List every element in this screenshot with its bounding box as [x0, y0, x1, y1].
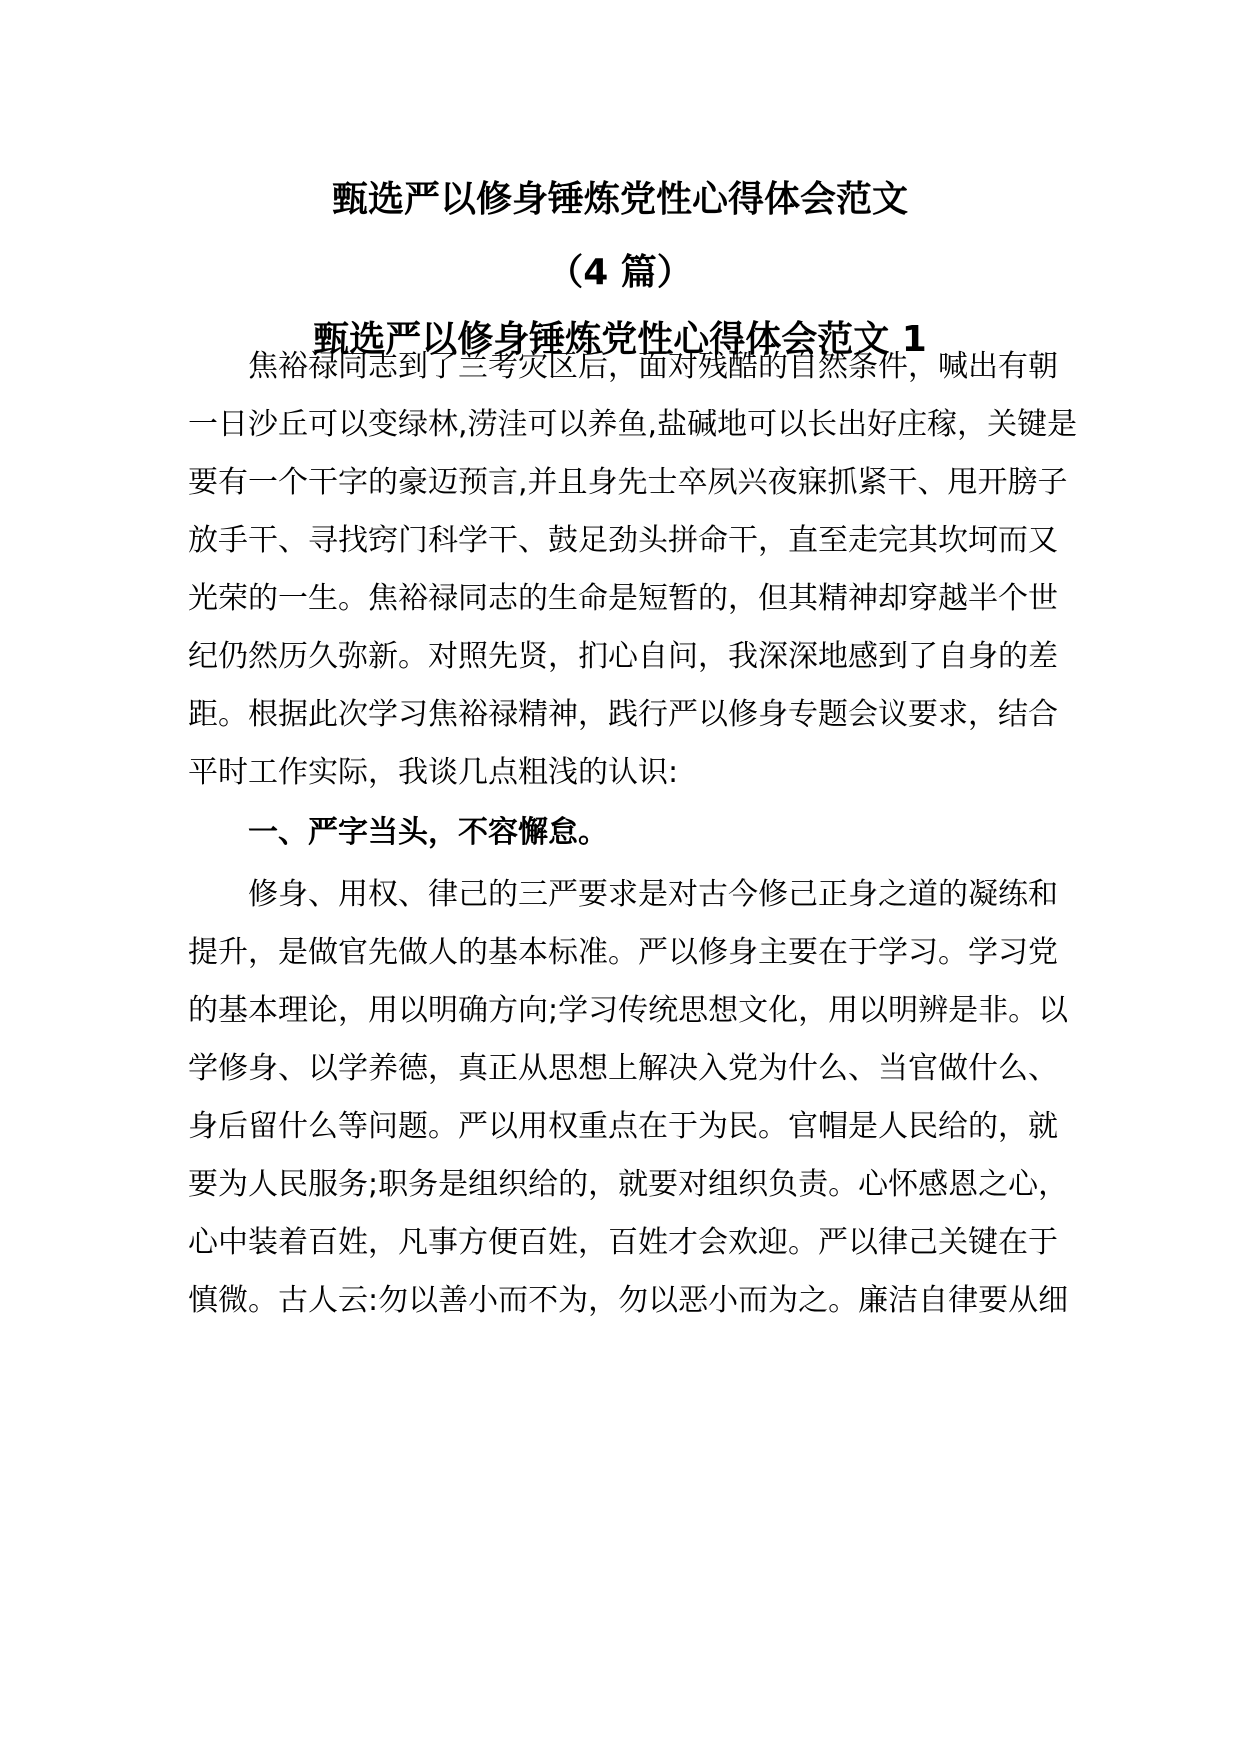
paragraph-line: 的基本理论，用以明确方向;学习传统思想文化，用以明辨是非。以 [188, 993, 1069, 1028]
paragraph-line: 距。根据此次学习焦裕禄精神，践行严以修身专题会议要求，结合 [188, 697, 1058, 732]
paragraph-line: 学修身、以学养德，真正从思想上解决入党为什么、当官做什么、 [188, 1051, 1058, 1086]
paragraph-line: 要为人民服务;职务是组织给的，就要对组织负责。心怀感恩之心， [188, 1167, 1069, 1202]
section-title: 甄选严以修身锤炼党性心得体会范文 1 [313, 319, 927, 360]
paragraph-line: 慎微。古人云:勿以善小而不为，勿以恶小而为之。廉洁自律要从细 [188, 1283, 1069, 1318]
paragraph-line: 焦裕禄同志到了兰考灾区后，面对残酷的自然条件，喊出有朝 [248, 349, 1058, 384]
section-heading: 一、严字当头，不容懈怠。 [248, 815, 608, 850]
document-subtitle: （4 篇） [547, 252, 693, 293]
paragraph-line: 纪仍然历久弥新。对照先贤，扪心自问，我深深地感到了自身的差 [188, 639, 1058, 674]
paragraph-line: 平时工作实际，我谈几点粗浅的认识: [188, 755, 679, 790]
paragraph-line: 提升，是做官先做人的基本标准。严以修身主要在于学习。学习党 [188, 935, 1058, 970]
paragraph-line: 要有一个干字的豪迈预言,并且身先士卒夙兴夜寐抓紧干、甩开膀子 [188, 465, 1068, 500]
paragraph-line: 修身、用权、律己的三严要求是对古今修己正身之道的凝练和 [248, 877, 1058, 912]
paragraph-line: 一日沙丘可以变绿林,涝洼可以养鱼,盐碱地可以长出好庄稼，关键是 [188, 407, 1078, 442]
document-title: 甄选严以修身锤炼党性心得体会范文 [331, 179, 908, 220]
paragraph-line: 光荣的一生。焦裕禄同志的生命是短暂的，但其精神却穿越半个世 [188, 581, 1058, 616]
paragraph-line: 心中装着百姓，凡事方便百姓，百姓才会欢迎。严以律己关键在于 [188, 1225, 1058, 1260]
paragraph-line: 放手干、寻找窍门科学干、鼓足劲头拼命干，直至走完其坎坷而又 [188, 523, 1058, 558]
paragraph-line: 身后留什么等问题。严以用权重点在于为民。官帽是人民给的，就 [188, 1109, 1058, 1144]
